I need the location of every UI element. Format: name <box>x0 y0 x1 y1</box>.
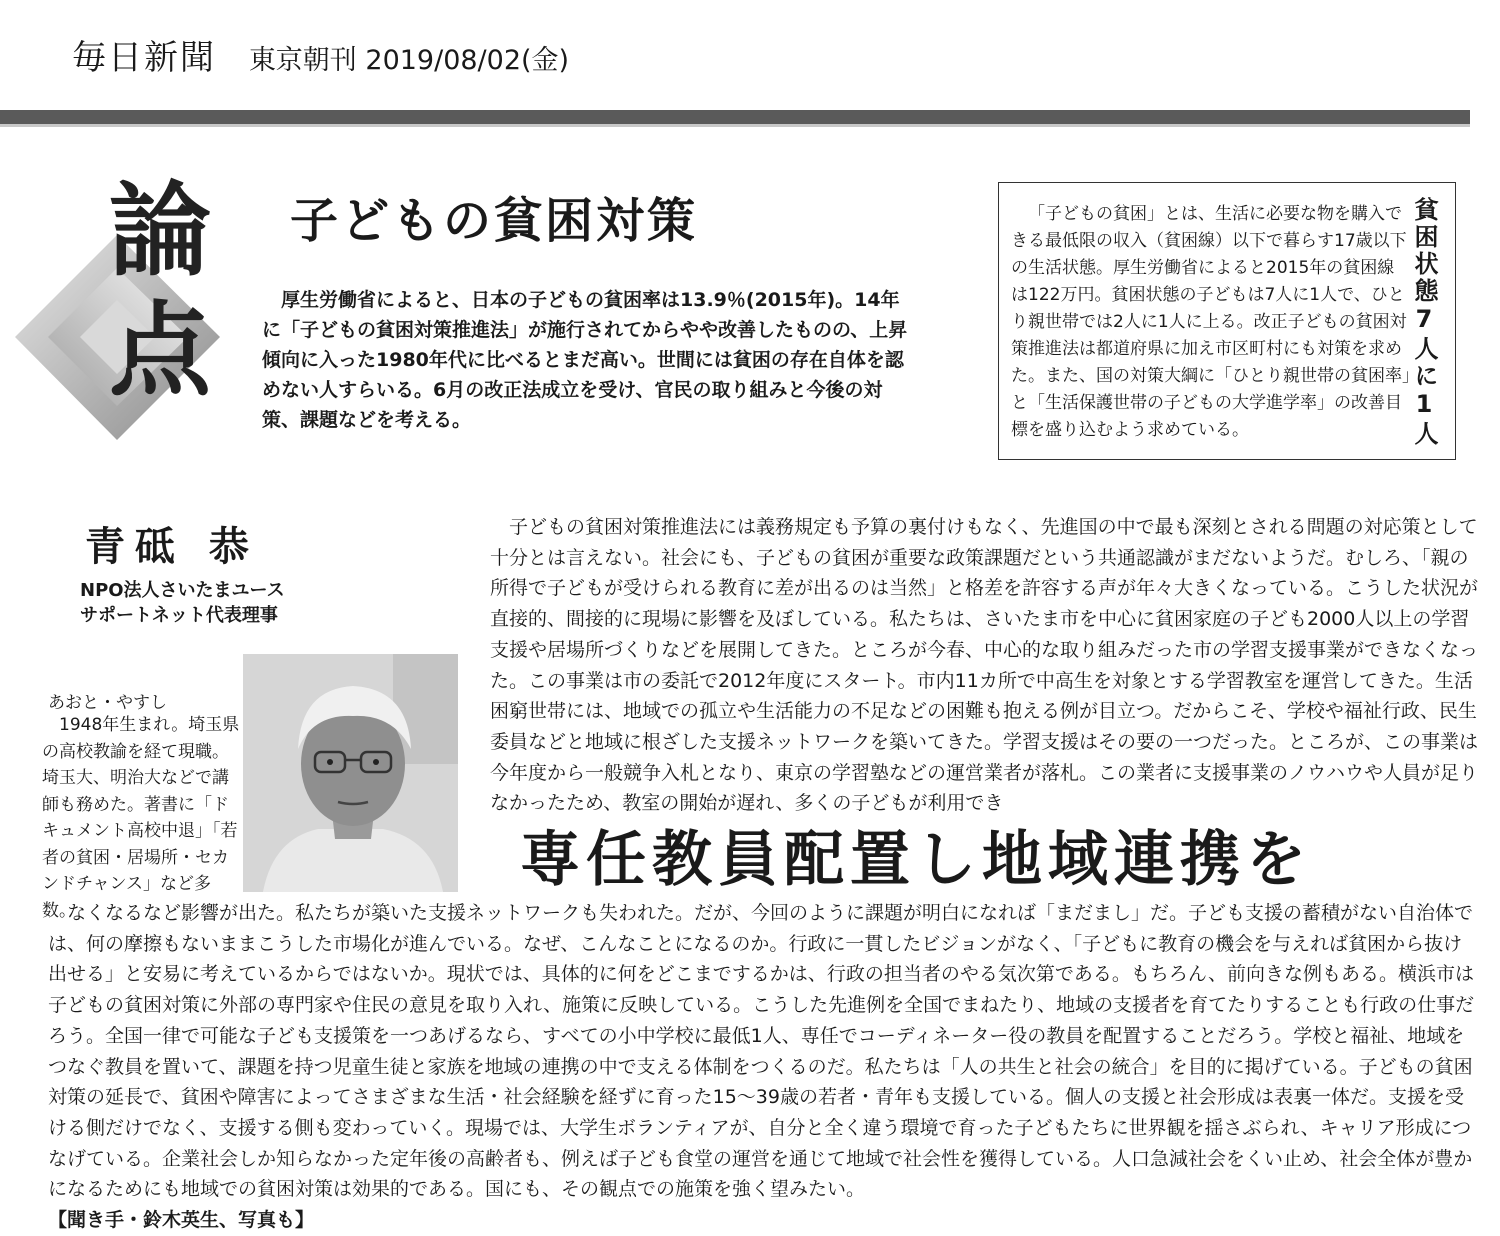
edition-date: 東京朝刊 2019/08/02(金) <box>248 45 570 76</box>
article-body-top <box>490 512 1480 815</box>
source-line <box>72 30 569 79</box>
author-affiliation-line1: NPO法人さいたまユース <box>80 580 285 601</box>
section-label: 論点 <box>92 176 212 416</box>
lead-paragraph: 厚生労働省によると、日本の子どもの貧困率は13.9％(2015年)。14年に「子どもの貧困対策推進法」が施行されてからやや改善したものの、上昇傾向に入った1980年代に比べるとまだ高い。世間には貧困の存在自体を認めない人すらいる。6月の改正法成立を受け、官民の取り組みと今後の対策、課題などを考える。 <box>262 289 908 431</box>
author-affiliation <box>80 578 285 628</box>
header-rule <box>0 110 1470 124</box>
info-box-heading: 貧困状態7人に1人 <box>1410 197 1438 448</box>
author-bio: 1948年生まれ。埼玉県の高校教諭を経て現職。埼玉大、明治大などで講師も務めた。著書に「ドキュメント高校中退」「若者の貧困・居場所・セカンドチャンス」など多数。 <box>42 715 240 921</box>
info-box-body: 「子どもの貧困」とは、生活に必要な物を購入できる最低限の収入（貧困線）以下で暮らす17歳以下の生活状態。厚生労働省によると2015年の貧困線は122万円。貧困状態の子どもは7人に1人で、ひとり親世帯では2人に1人に上る。改正子どもの貧困対策推進法は都道府県に加え市区町村にも対策を求めた。また、国の対策大綱に「ひとり親世帯の貧困率」と「生活保護世帯の子どもの大学進学率」の改善目標を盛り込むよう求めている。 <box>1011 204 1411 440</box>
author-affiliation-line2: サポートネット代表理事 <box>80 605 278 626</box>
info-box <box>998 182 1456 460</box>
author-name: 青砥 恭 <box>85 523 259 570</box>
author-photo <box>243 654 458 892</box>
header-rule-shadow <box>0 124 1470 127</box>
publication-name: 毎日新聞 <box>72 38 216 78</box>
article-body-bottom <box>48 898 1480 1232</box>
article-text-top: 子どもの貧困対策推進法には義務規定も予算の裏付けもなく、先進国の中で最も深刻とされる問題の対応策として十分とは言えない。社会にも、子どもの貧困が重要な政策課題だという共通認識がまだないようだ。むしろ、「親の所得で子どもが受けられる教育に差が出るのは当然」と格差を許容する声が年々大きくなっている。こうした状況が直接的、間接的に現場に影響を及ぼしている。私たちは、さいたま市を中心に貧困家庭の子ども2000人以上の学習支援や居場所づくりなどを展開してきた。ところが今春、中心的な取り組みだった市の学習支援事業ができなくなった。この事業は市の委託で2012年度にスタート。市内11カ所で中高生を対象とする学習教室を運営してきた。生活困窮世帯には、地域での孤立や生活能力の不足などの困難も抱える例が目立つ。だからこそ、学校や福祉行政、民生委員などと地域に根ざした支援ネットワークを築いてきた。学習支援はその要の一つだった。ところが、この事業は今年度から一般競争入札となり、東京の学習塾などの運営業者が落札。この業者に支援事業のノウハウや人員が足りなかったため、教室の開始が遅れ、多くの子どもが利用でき <box>490 516 1479 815</box>
article-text-bottom: なくなるなど影響が出た。私たちが築いた支援ネットワークも失われた。だが、今回のように課題が明白になれば「まだまし」だ。子ども支援の蓄積がない自治体では、何の摩擦もないままこうした市場化が進んでいる。なぜ、こんなことになるのか。行政に一貫したビジョンがなく、「子どもに教育の機会を与えれば貧困から抜け出せる」と安易に考えているからではないか。現状では、具体的に何をどこまでするかは、行政の担当者のやる気次第である。もちろん、前向きな例もある。横浜市は子どもの貧困対策に外部の専門家や住民の意見を取り入れ、施策に反映している。こうした先進例を全国でまねたり、地域の支援者を育てたりすることも行政の仕事だろう。全国一律で可能な子ども支援策を一つあげるなら、すべての小中学校に最低1人、専任でコーディネーター役の教員を配置することだろう。学校と福祉、地域をつなぐ教員を置いて、課題を持つ児童生徒と家族を地域の連携の中で支える体制をつくるのだ。私たちは「人の共生と社会の統合」を目的に掲げている。子どもの貧困対策の延長で、貧困や障害によってさまざまな生活・社会経験を経ずに育った15～39歳の若者・青年も支援している。個人の支援と社会形成は表裏一体だ。支援を受ける側だけでなく、支援する側も変わっていく。現場では、大学生ボランティアが、自分と全く違う環境で育った子どもたちに世界観を揺さぶられ、キャリア形成につなげている。企業社会しか知らなかった定年後の高齢者も、例えば子ども食堂の運営を通じて地域で社会性を獲得している。人口急減社会をくい止め、社会全体が豊かになるためにも地域での貧困対策は効果的である。国にも、その観点での施策を強く望みたい。 <box>48 902 1475 1201</box>
author-reading: あおと・やすし <box>48 693 167 713</box>
page-title: 子どもの貧困対策 <box>290 193 699 249</box>
article-headline: 専任教員配置し地域連携を <box>520 825 1312 895</box>
article-credit: 【聞き手・鈴木英生、写真も】 <box>48 1209 315 1232</box>
